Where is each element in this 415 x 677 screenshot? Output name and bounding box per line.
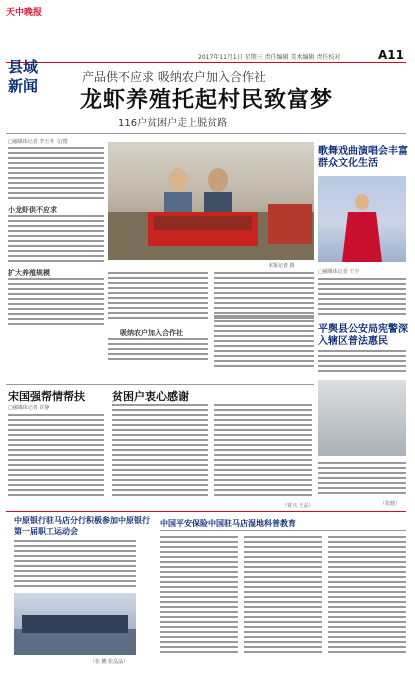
section-label [8, 58, 63, 96]
body-text-block [318, 350, 406, 375]
body-text-block [318, 278, 406, 318]
right-story-2-title: 平舆县公安局宪警深入辖区普法惠民 [318, 324, 408, 347]
body-text-block [244, 536, 322, 656]
bottom-right-title: 中国平安保险中国驻马店湿地科普教育 [160, 519, 296, 528]
divider [6, 384, 314, 385]
body-text-block [108, 272, 208, 322]
masthead-info: 2017年11月1日 星期三 责任编辑 美术编辑 责任校对 [198, 54, 341, 61]
photo-caption: 本报记者 摄 [268, 263, 295, 269]
main-subheading-3: 吸纳农户加入合作社 [120, 329, 183, 337]
right-story-1-title: 歌舞戏曲演唱会丰富群众文化生活 [318, 146, 408, 169]
header-rule [6, 62, 406, 63]
mid-story-left-title: 宋国强帮情帮扶 [8, 390, 85, 403]
main-subheading-2: 扩大养殖规模 [8, 269, 50, 277]
body-text-block [8, 147, 104, 202]
story-headline: 龙虾养殖托起村民致富梦 [80, 88, 334, 113]
bottom-left-photo [14, 593, 136, 655]
divider [160, 530, 406, 531]
body-text-block [8, 278, 104, 328]
group-photo-illustration [14, 593, 136, 655]
bottom-left-title: 中原银行驻马店分行积极参加中原银行第一届职工运动会 [14, 516, 150, 536]
body-text-block [214, 315, 314, 370]
mid-story-left-byline: □融媒体记者 许静 [8, 405, 50, 411]
mid-story-right-byline: （贾兴 王晶） [282, 503, 314, 509]
page-number: A11 [378, 48, 404, 62]
body-text-block [214, 404, 312, 499]
mid-story-right-title: 贫困户衷心感谢 [112, 390, 189, 403]
story-subhead: 116户贫困户走上脱贫路 [118, 118, 228, 129]
section-label-line1: 县域 [8, 58, 39, 76]
body-text-block [108, 338, 208, 363]
right-story-2-byline: （张健） [380, 501, 401, 507]
body-text-block [14, 540, 136, 590]
body-text-block [8, 414, 104, 499]
divider [6, 133, 406, 134]
body-text-block [160, 536, 238, 656]
bottom-left-byline: （张 鹏 张晶晶） [90, 659, 129, 665]
right-story-2-photo [318, 380, 406, 456]
body-text-block [8, 215, 104, 265]
body-text-block [328, 536, 406, 656]
body-text-block [112, 404, 208, 499]
main-byline: □融媒体记者 李玉冬 文/图 [8, 139, 68, 145]
crayfish-farmers-illustration [108, 142, 314, 260]
performer-illustration [318, 176, 406, 262]
body-text-block [318, 462, 406, 497]
story-kicker: 产品供不应求 吸纳农户加入合作社 [82, 70, 266, 84]
main-subheading-1: 小龙虾供不应求 [8, 206, 57, 214]
newspaper-logo: 天中晚报 [6, 8, 43, 18]
right-story-1-photo [318, 176, 406, 262]
section-label-line2: 新闻 [8, 77, 39, 95]
main-story-photo [108, 142, 314, 260]
bottom-rule [6, 511, 406, 512]
right-story-1-byline: □融媒体记者 王宇 [318, 269, 360, 275]
